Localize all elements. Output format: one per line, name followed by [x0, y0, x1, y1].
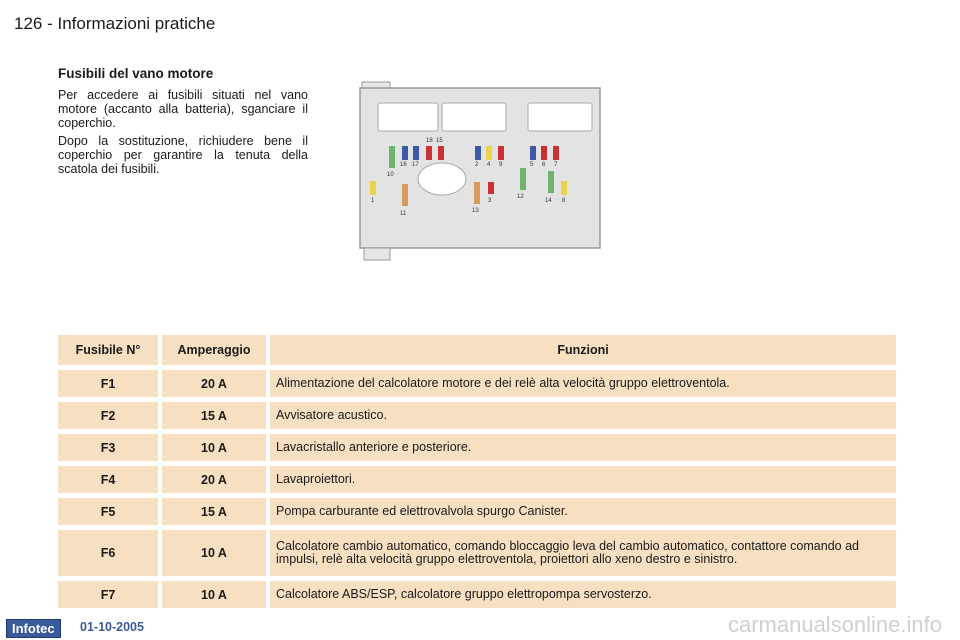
page-header: 126 - Informazioni pratiche: [14, 14, 216, 33]
body-text: [58, 88, 308, 180]
fuse-box-diagram: [356, 78, 608, 268]
fuse-label-1: 1: [371, 198, 375, 204]
fuse-amperage: 10 A: [162, 530, 266, 576]
fuse-function: Alimentazione del calcolatore motore e dei relè alta velocità gruppo elettroventola.: [270, 370, 896, 397]
table-row: [58, 530, 896, 576]
table-row: [58, 466, 896, 493]
fuse-amperage: 10 A: [162, 434, 266, 461]
fuse-amperage: 15 A: [162, 402, 266, 429]
table-row: [58, 581, 896, 608]
fuse-function: Calcolatore cambio automatico, comando bloccaggio leva del cambio automatico, contattore comando ad impulsi, relè alta velocità gruppo elettroventola, proiettori allo xeno destro e sinistro.: [270, 530, 896, 576]
fuse-label-5: 5: [530, 162, 534, 168]
fuse-number: F4: [58, 466, 158, 493]
table-row: [58, 370, 896, 397]
fuse-function: Calcolatore ABS/ESP, calcolatore gruppo elettropompa servosterzo.: [270, 581, 896, 608]
paragraph-access: Per accedere ai fusibili situati nel vano motore (accanto alla batteria), sganciare il coperchio.: [58, 88, 308, 130]
fuse-label-13: 13: [472, 208, 479, 214]
fuse-number: F2: [58, 402, 158, 429]
fuse-label-16: 16: [400, 162, 407, 168]
fuse-table: [54, 330, 900, 613]
fuse-label-4: 4: [487, 162, 491, 168]
table-row: [58, 434, 896, 461]
fuse-label-12: 12: [517, 194, 524, 200]
infotec-logo: Infotec: [6, 619, 61, 638]
fuse-number: F3: [58, 434, 158, 461]
header-functions: Funzioni: [270, 335, 896, 365]
fuse-amperage: 20 A: [162, 370, 266, 397]
fuse-label-10: 10: [387, 172, 394, 178]
fuse-number: F5: [58, 498, 158, 525]
fuse-label-15: 15: [436, 138, 443, 144]
table-header-row: [58, 335, 896, 365]
fuse-label-6: 6: [542, 162, 546, 168]
watermark: carmanualsonline.info: [727, 612, 942, 637]
fuse-label-17: 17: [412, 162, 419, 168]
header-amperage: Amperaggio: [162, 335, 266, 365]
fuse-label-8: 8: [562, 198, 566, 204]
fuse-function: Lavaproiettori.: [270, 466, 896, 493]
header-fuse-number: Fusibile N°: [58, 335, 158, 365]
fuse-function: Lavacristallo anteriore e posteriore.: [270, 434, 896, 461]
fuse-amperage: 20 A: [162, 466, 266, 493]
section-title: Fusibili del vano motore: [58, 66, 214, 81]
fuse-function: Avvisatore acustico.: [270, 402, 896, 429]
footer-date: 01-10-2005: [80, 620, 144, 634]
fuse-label-7: 7: [554, 162, 558, 168]
table-row: [58, 498, 896, 525]
fuse-label-11: 11: [400, 211, 407, 217]
fuse-label-18: 18: [426, 138, 433, 144]
fuse-number: F7: [58, 581, 158, 608]
fuse-label-14: 14: [545, 198, 552, 204]
fuse-label-9: 9: [499, 162, 503, 168]
fuse-amperage: 15 A: [162, 498, 266, 525]
fuse-number: F1: [58, 370, 158, 397]
fuse-label-2: 2: [475, 162, 479, 168]
fuse-label-3: 3: [488, 198, 492, 204]
fuse-number: F6: [58, 530, 158, 576]
paragraph-closing: Dopo la sostituzione, richiudere bene il coperchio per garantire la tenuta della scatola dei fusibili.: [58, 134, 308, 176]
table-row: [58, 402, 896, 429]
fuse-function: Pompa carburante ed elettrovalvola spurgo Canister.: [270, 498, 896, 525]
fuse-amperage: 10 A: [162, 581, 266, 608]
